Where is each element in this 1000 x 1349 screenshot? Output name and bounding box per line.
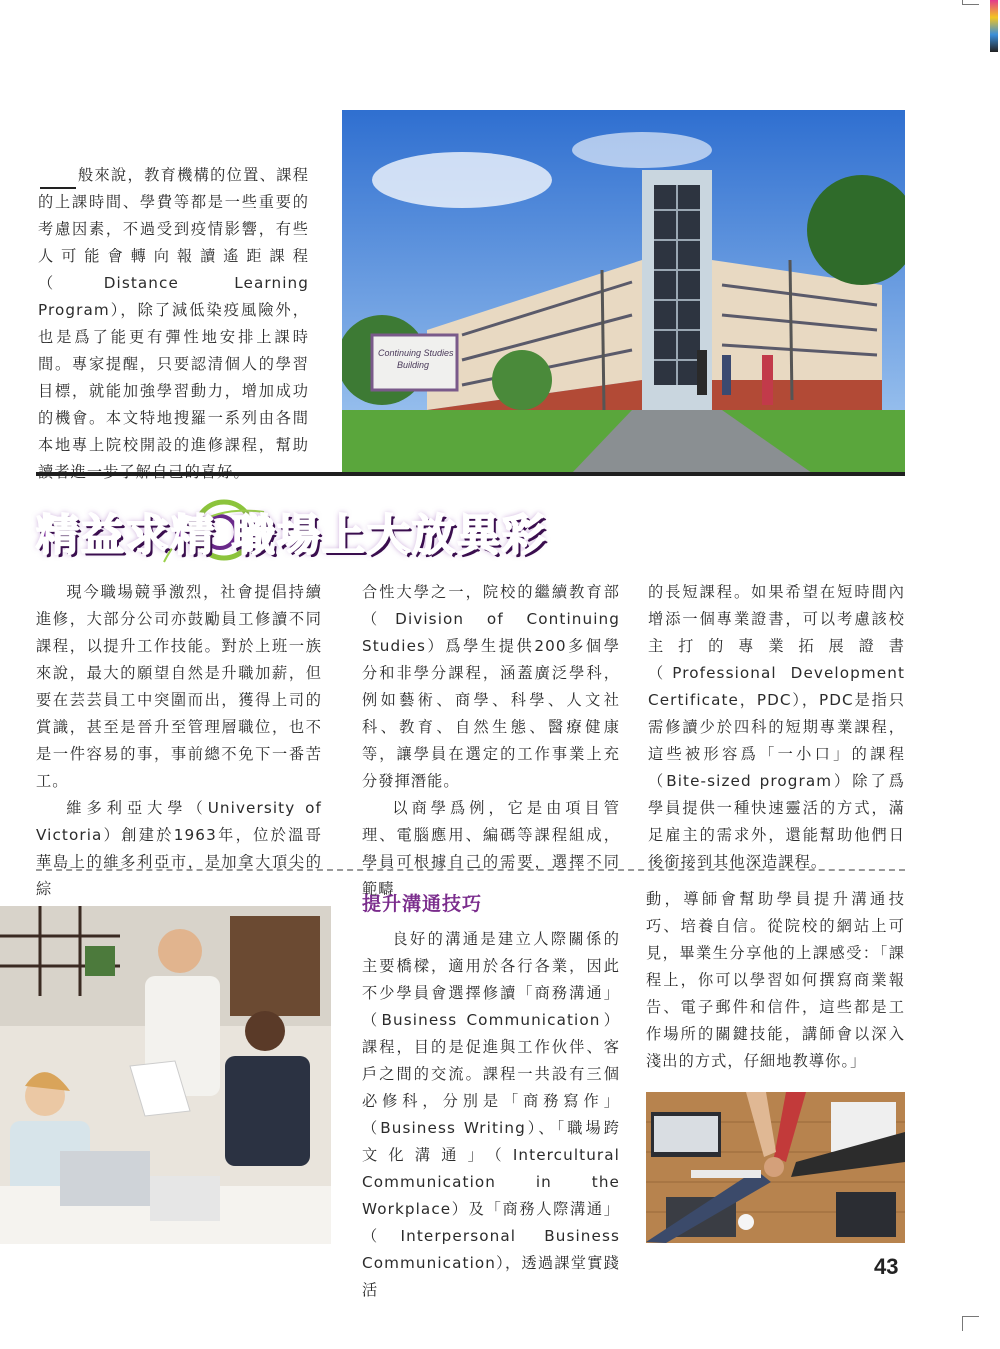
office-illustration xyxy=(0,906,331,1244)
page-number: 43 xyxy=(874,1254,899,1279)
article1-col1-p1: 現今職場競爭激烈，社會提倡持續進修，大部分公司亦鼓勵員工修讀不同課程，以提升工作技能。對於上班一族來說，最大的願望自然是升職加薪，但要在芸芸員工中突圍而出，獲得上司的賞識，甚至是晉升至管理層職位，也不是一件容易的事，事前總不免下一番苦工。 xyxy=(36,583,322,790)
headline-part1: 精益求精 xyxy=(36,511,216,561)
crop-mark-bottom xyxy=(962,1316,979,1331)
section2-col3 xyxy=(646,886,905,1075)
section2-col2 xyxy=(362,926,620,1304)
intro-text: 般來說，教育機構的位置、課程的上課時間、學費等都是一些重要的考慮因素，不過受到疫情影響，有些人可能會轉向報讀遙距課程（Distance Learning Program），除了減低染疫風險外，也是爲了能更有彈性地安排上課時間。專家提醒，只要認清個人的學習目標，就能加強學習動力，增加成功的機會。本文特地搜羅一系列由各間本地專上院校開設的進修課程，幫助 xyxy=(38,166,309,454)
article1-col1-p2: 維多利亞大學（University of Victoria）創建於1963年，位於溫哥華島上的維多利亞市，是加拿大頂尖的綜 xyxy=(36,799,322,898)
teamwork-illustration xyxy=(646,1092,905,1243)
intro-paragraph xyxy=(38,162,309,486)
headline-part2: 職場上大放異彩 xyxy=(232,511,547,561)
sign-text-1: Continuing Studies xyxy=(378,348,454,358)
section-title: 提升溝通技巧 xyxy=(362,893,483,915)
headline xyxy=(36,492,596,572)
article1-col2 xyxy=(362,579,620,903)
section2-col3-p1: 動，導師會幫助學員提升溝通技巧、培養自信。從院校的網站上可見，畢業生分享他的上課感受：「課程上，你可以學習如何撰寫商業報告、電子郵件和信件，這些都是工作場所的關鍵技能，講師會以深入淺出的方式，仔細地教導你。」 xyxy=(646,890,905,1070)
article1-col2-p1: 合性大學之一，院校的繼續教育部（Division of Continuing Studies）爲學生提供200多個學分和非學分課程，涵蓋廣泛學科，例如藝術、商學、科學、人文社科、教育、自然生態、醫療健康等，讓學員在選定的工作事業上充分發揮潛能。 xyxy=(362,583,620,790)
dashed-divider xyxy=(36,869,905,871)
article1-col3-p1: 的長短課程。如果希望在短時間內增添一個專業證書，可以考慮該校主打的專業拓展證書（Professional Development Certificate，PDC），PDC是指只需修讀少於四科的短期專業課程，這些被形容爲「一小口」的課程（Bite-sized program）除了爲學員提供一種快速靈活的方式，滿足雇主的需求外，還能幫助他們日後銜接到其他深造課程。 xyxy=(648,583,905,871)
teamwork-photo xyxy=(646,1092,905,1243)
top-divider xyxy=(36,472,905,476)
building-photo xyxy=(342,110,905,473)
color-strip xyxy=(990,0,998,52)
sign-text-2: Building xyxy=(397,360,430,370)
office-meeting-photo xyxy=(0,906,331,1244)
article1-col1 xyxy=(36,579,322,903)
article1-col3 xyxy=(648,579,905,876)
building-illustration xyxy=(342,110,905,473)
article1-col2-p2: 以商學爲例，它是由項目管理、電腦應用、編碼等課程組成，學員可根據自己的需要，選擇不同範疇 xyxy=(362,799,620,898)
crop-mark-top xyxy=(962,0,979,5)
section2-col2-p1: 良好的溝通是建立人際關係的主要橋樑，適用於各行各業，因此不少學員會選擇修讀「商務溝通」（Business Communication）課程，目的是促進與工作伙伴、客戶之間的交流。課程一共設有三個必修科，分別是「商務寫作」（Business Writing）、「職場跨文化溝通」（Intercultural Communication in the Workplace）及「商務人際溝通」（Interpersonal Business Communication），透過課堂實踐活 xyxy=(362,930,620,1299)
